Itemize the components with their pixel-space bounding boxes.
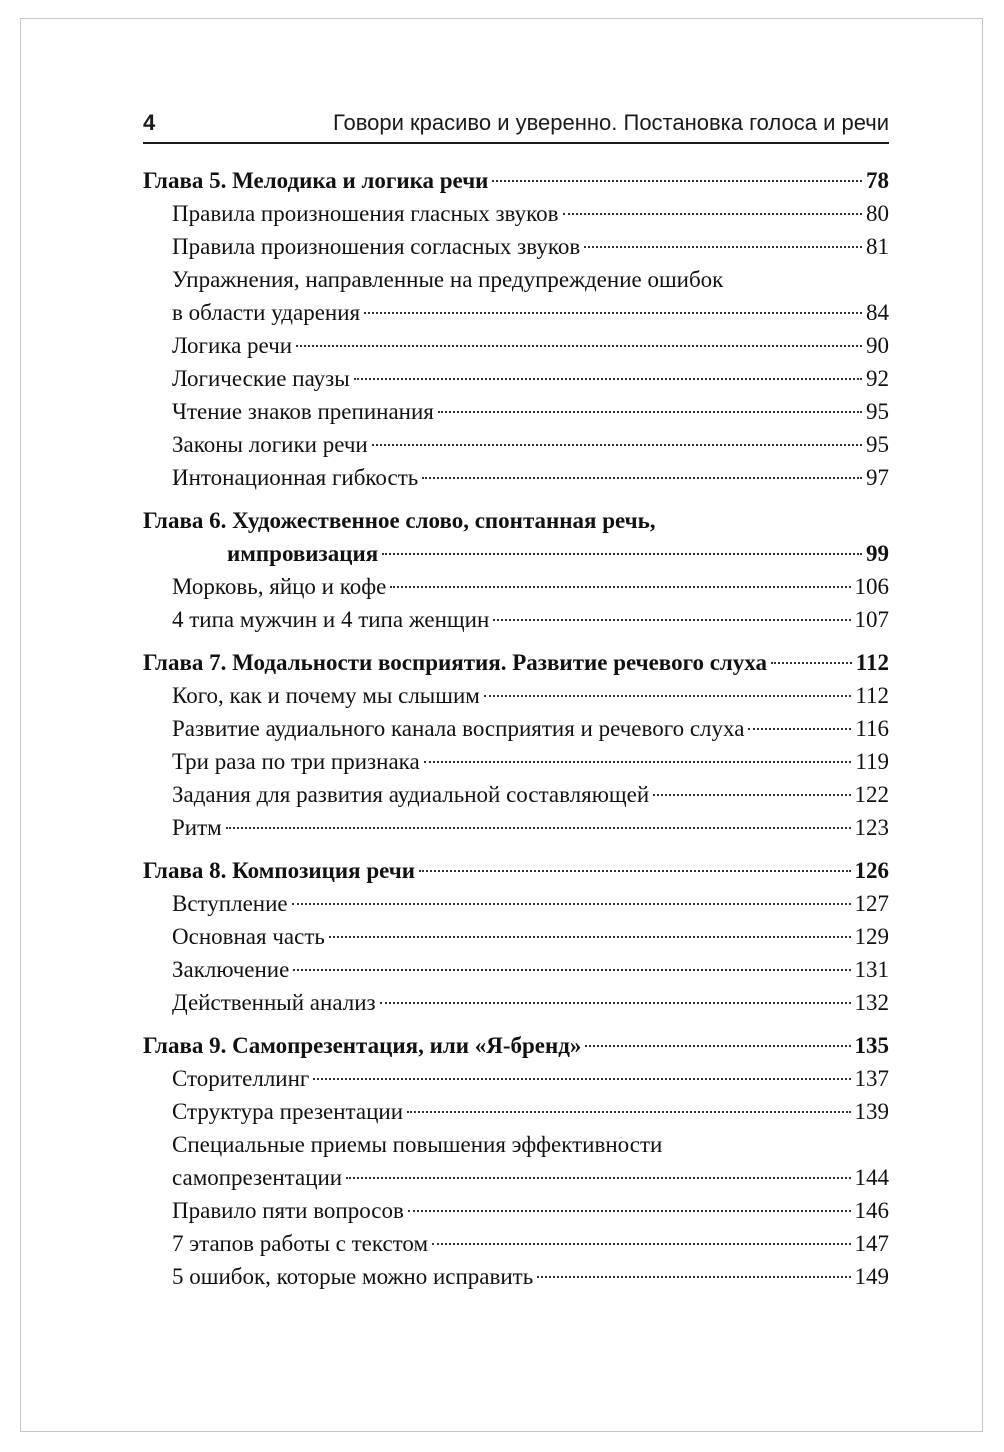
toc-chapter-8 (143, 854, 889, 1019)
toc-section-title: Логические паузы (172, 366, 350, 391)
toc-section-title: Кого, как и почему мы слышим (172, 683, 480, 708)
toc-section-title: Действенный анализ (172, 990, 376, 1015)
toc-page-number: 107 (854, 607, 889, 632)
toc-page-number: 112 (855, 683, 889, 708)
dot-leader (390, 586, 850, 588)
dot-leader (382, 553, 862, 555)
toc-chapter-title: Глава 5. Мелодика и логика речи (143, 168, 489, 193)
toc-section-title: Правило пяти вопросов (172, 1198, 404, 1223)
page-header (143, 108, 889, 144)
dot-leader (226, 827, 851, 829)
dot-leader (653, 794, 850, 796)
toc-chapter-title: Глава 6. Художественное слово, спонтанная речь, (143, 508, 656, 533)
toc-page-number: 116 (855, 716, 889, 741)
toc-section[interactable] (143, 362, 889, 395)
dot-leader (380, 1002, 851, 1004)
dot-leader (419, 870, 851, 872)
table-of-contents (143, 164, 889, 1293)
toc-section-title: 4 типа мужчин и 4 типа женщин (172, 607, 490, 632)
dot-leader (372, 444, 862, 446)
toc-section[interactable] (143, 920, 889, 953)
toc-section[interactable] (143, 986, 889, 1019)
toc-page-number: 132 (854, 990, 889, 1015)
dot-leader (432, 1243, 850, 1245)
toc-section-title: Упражнения, направленные на предупреждение ошибок (172, 267, 724, 292)
toc-page-number: 92 (866, 366, 889, 391)
toc-section[interactable] (143, 778, 889, 811)
dot-leader (354, 378, 862, 380)
dot-leader (584, 246, 862, 248)
toc-page-number: 146 (854, 1198, 889, 1223)
toc-section-title: Чтение знаков препинания (172, 399, 434, 424)
toc-page-number: 122 (854, 782, 889, 807)
toc-section-title-cont: в области ударения (172, 300, 361, 325)
toc-section[interactable] (143, 811, 889, 844)
toc-page-number: 137 (854, 1066, 889, 1091)
toc-section-title: Интонационная гибкость (172, 465, 419, 490)
toc-page-number: 95 (866, 432, 889, 457)
toc-page-number: 135 (854, 1033, 889, 1058)
dot-leader (484, 695, 852, 697)
toc-section[interactable] (143, 1161, 889, 1194)
toc-section-title: Вступление (172, 891, 288, 916)
dot-leader (407, 1111, 850, 1113)
toc-section[interactable] (143, 428, 889, 461)
toc-section-line1[interactable] (143, 1128, 889, 1161)
toc-page-number: 80 (866, 201, 889, 226)
toc-chapter-title: Глава 7. Модальности восприятия. Развитие речевого слуха (143, 650, 767, 675)
dot-leader (293, 969, 850, 971)
toc-section-title: Законы логики речи (172, 432, 368, 457)
toc-section[interactable] (143, 461, 889, 494)
toc-section[interactable] (143, 1194, 889, 1227)
toc-section-title: Правила произношения согласных звуков (172, 234, 581, 259)
dot-leader (493, 619, 850, 621)
toc-chapter-heading[interactable] (143, 1029, 889, 1062)
dot-leader (492, 180, 862, 182)
toc-section-title: Ритм (172, 815, 222, 840)
toc-chapter-9 (143, 1029, 889, 1293)
toc-chapter-title: Глава 8. Композиция речи (143, 858, 415, 883)
dot-leader (422, 477, 862, 479)
toc-section[interactable] (143, 296, 889, 329)
toc-chapter-heading[interactable] (143, 854, 889, 887)
toc-chapter-heading[interactable] (143, 537, 889, 570)
toc-chapter-heading[interactable] (143, 164, 889, 197)
toc-section[interactable] (143, 679, 889, 712)
toc-section[interactable] (143, 1260, 889, 1293)
toc-section[interactable] (143, 395, 889, 428)
toc-section[interactable] (143, 230, 889, 263)
dot-leader (438, 411, 862, 413)
toc-page-number: 127 (854, 891, 889, 916)
toc-section-title: 5 ошибок, которые можно исправить (172, 1264, 534, 1289)
dot-leader (408, 1210, 851, 1212)
dot-leader (346, 1177, 850, 1179)
toc-section-title: Правила произношения гласных звуков (172, 201, 559, 226)
toc-page-number: 149 (854, 1264, 889, 1289)
dot-leader (537, 1276, 850, 1278)
dot-leader (329, 936, 851, 938)
toc-page-number: 84 (866, 300, 889, 325)
page-number: 4 (143, 110, 156, 135)
toc-page-number: 78 (866, 168, 889, 193)
toc-chapter-heading[interactable] (143, 646, 889, 679)
running-title: Говори красиво и уверенно. Постановка голоса и речи (333, 110, 889, 135)
toc-section-title: Основная часть (172, 924, 325, 949)
toc-section[interactable] (143, 570, 889, 603)
toc-chapter-title: Глава 9. Самопрезентация, или «Я-бренд» (143, 1033, 582, 1058)
toc-section-title: Задания для развития аудиальной составляющей (172, 782, 650, 807)
dot-leader (292, 903, 851, 905)
toc-section-title: 7 этапов работы с текстом (172, 1231, 429, 1256)
toc-section-title: Структура презентации (172, 1099, 404, 1124)
toc-section[interactable] (143, 329, 889, 362)
toc-page-number: 119 (855, 749, 889, 774)
toc-section[interactable] (143, 1095, 889, 1128)
toc-section[interactable] (143, 745, 889, 778)
toc-page-number: 123 (854, 815, 889, 840)
dot-leader (771, 662, 852, 664)
dot-leader (563, 213, 863, 215)
toc-section-title: Специальные приемы повышения эффективности (172, 1132, 663, 1157)
dot-leader (296, 345, 862, 347)
toc-section[interactable] (143, 712, 889, 745)
toc-section-title: Развитие аудиального канала восприятия и речевого слуха (172, 716, 745, 741)
toc-page-number: 81 (866, 234, 889, 259)
dot-leader (585, 1045, 850, 1047)
toc-page-number: 90 (866, 333, 889, 358)
toc-section[interactable] (143, 603, 889, 636)
toc-page-number: 129 (854, 924, 889, 949)
toc-chapter-6 (143, 504, 889, 636)
toc-page-number: 126 (854, 858, 889, 883)
toc-chapter-7 (143, 646, 889, 844)
toc-section[interactable] (143, 1227, 889, 1260)
toc-section-title: Три раза по три признака (172, 749, 420, 774)
toc-page-number: 147 (854, 1231, 889, 1256)
toc-section-title: Морковь, яйцо и кофе (172, 574, 387, 599)
toc-page-number: 144 (854, 1165, 889, 1190)
toc-chapter-heading-line1[interactable] (143, 504, 889, 537)
toc-chapter-5 (143, 164, 889, 494)
toc-section[interactable] (143, 953, 889, 986)
dot-leader (364, 312, 862, 314)
toc-section[interactable] (143, 887, 889, 920)
toc-page-number: 95 (866, 399, 889, 424)
toc-section-title-cont: самопрезентации (172, 1165, 343, 1190)
toc-section[interactable] (143, 1062, 889, 1095)
dot-leader (748, 728, 851, 730)
toc-page-number: 131 (854, 957, 889, 982)
toc-page-number: 99 (866, 541, 889, 566)
toc-section-title: Заключение (172, 957, 290, 982)
toc-page-number: 106 (854, 574, 889, 599)
toc-section-title: Логика речи (172, 333, 293, 358)
dot-leader (424, 761, 852, 763)
toc-page-number: 97 (866, 465, 889, 490)
toc-section-line1[interactable] (143, 263, 889, 296)
toc-page-number: 112 (855, 650, 889, 675)
toc-page-number: 139 (854, 1099, 889, 1124)
toc-section-title: Сторителлинг (172, 1066, 310, 1091)
toc-chapter-title-cont: импровизация (227, 541, 379, 566)
toc-section[interactable] (143, 197, 889, 230)
dot-leader (313, 1078, 850, 1080)
